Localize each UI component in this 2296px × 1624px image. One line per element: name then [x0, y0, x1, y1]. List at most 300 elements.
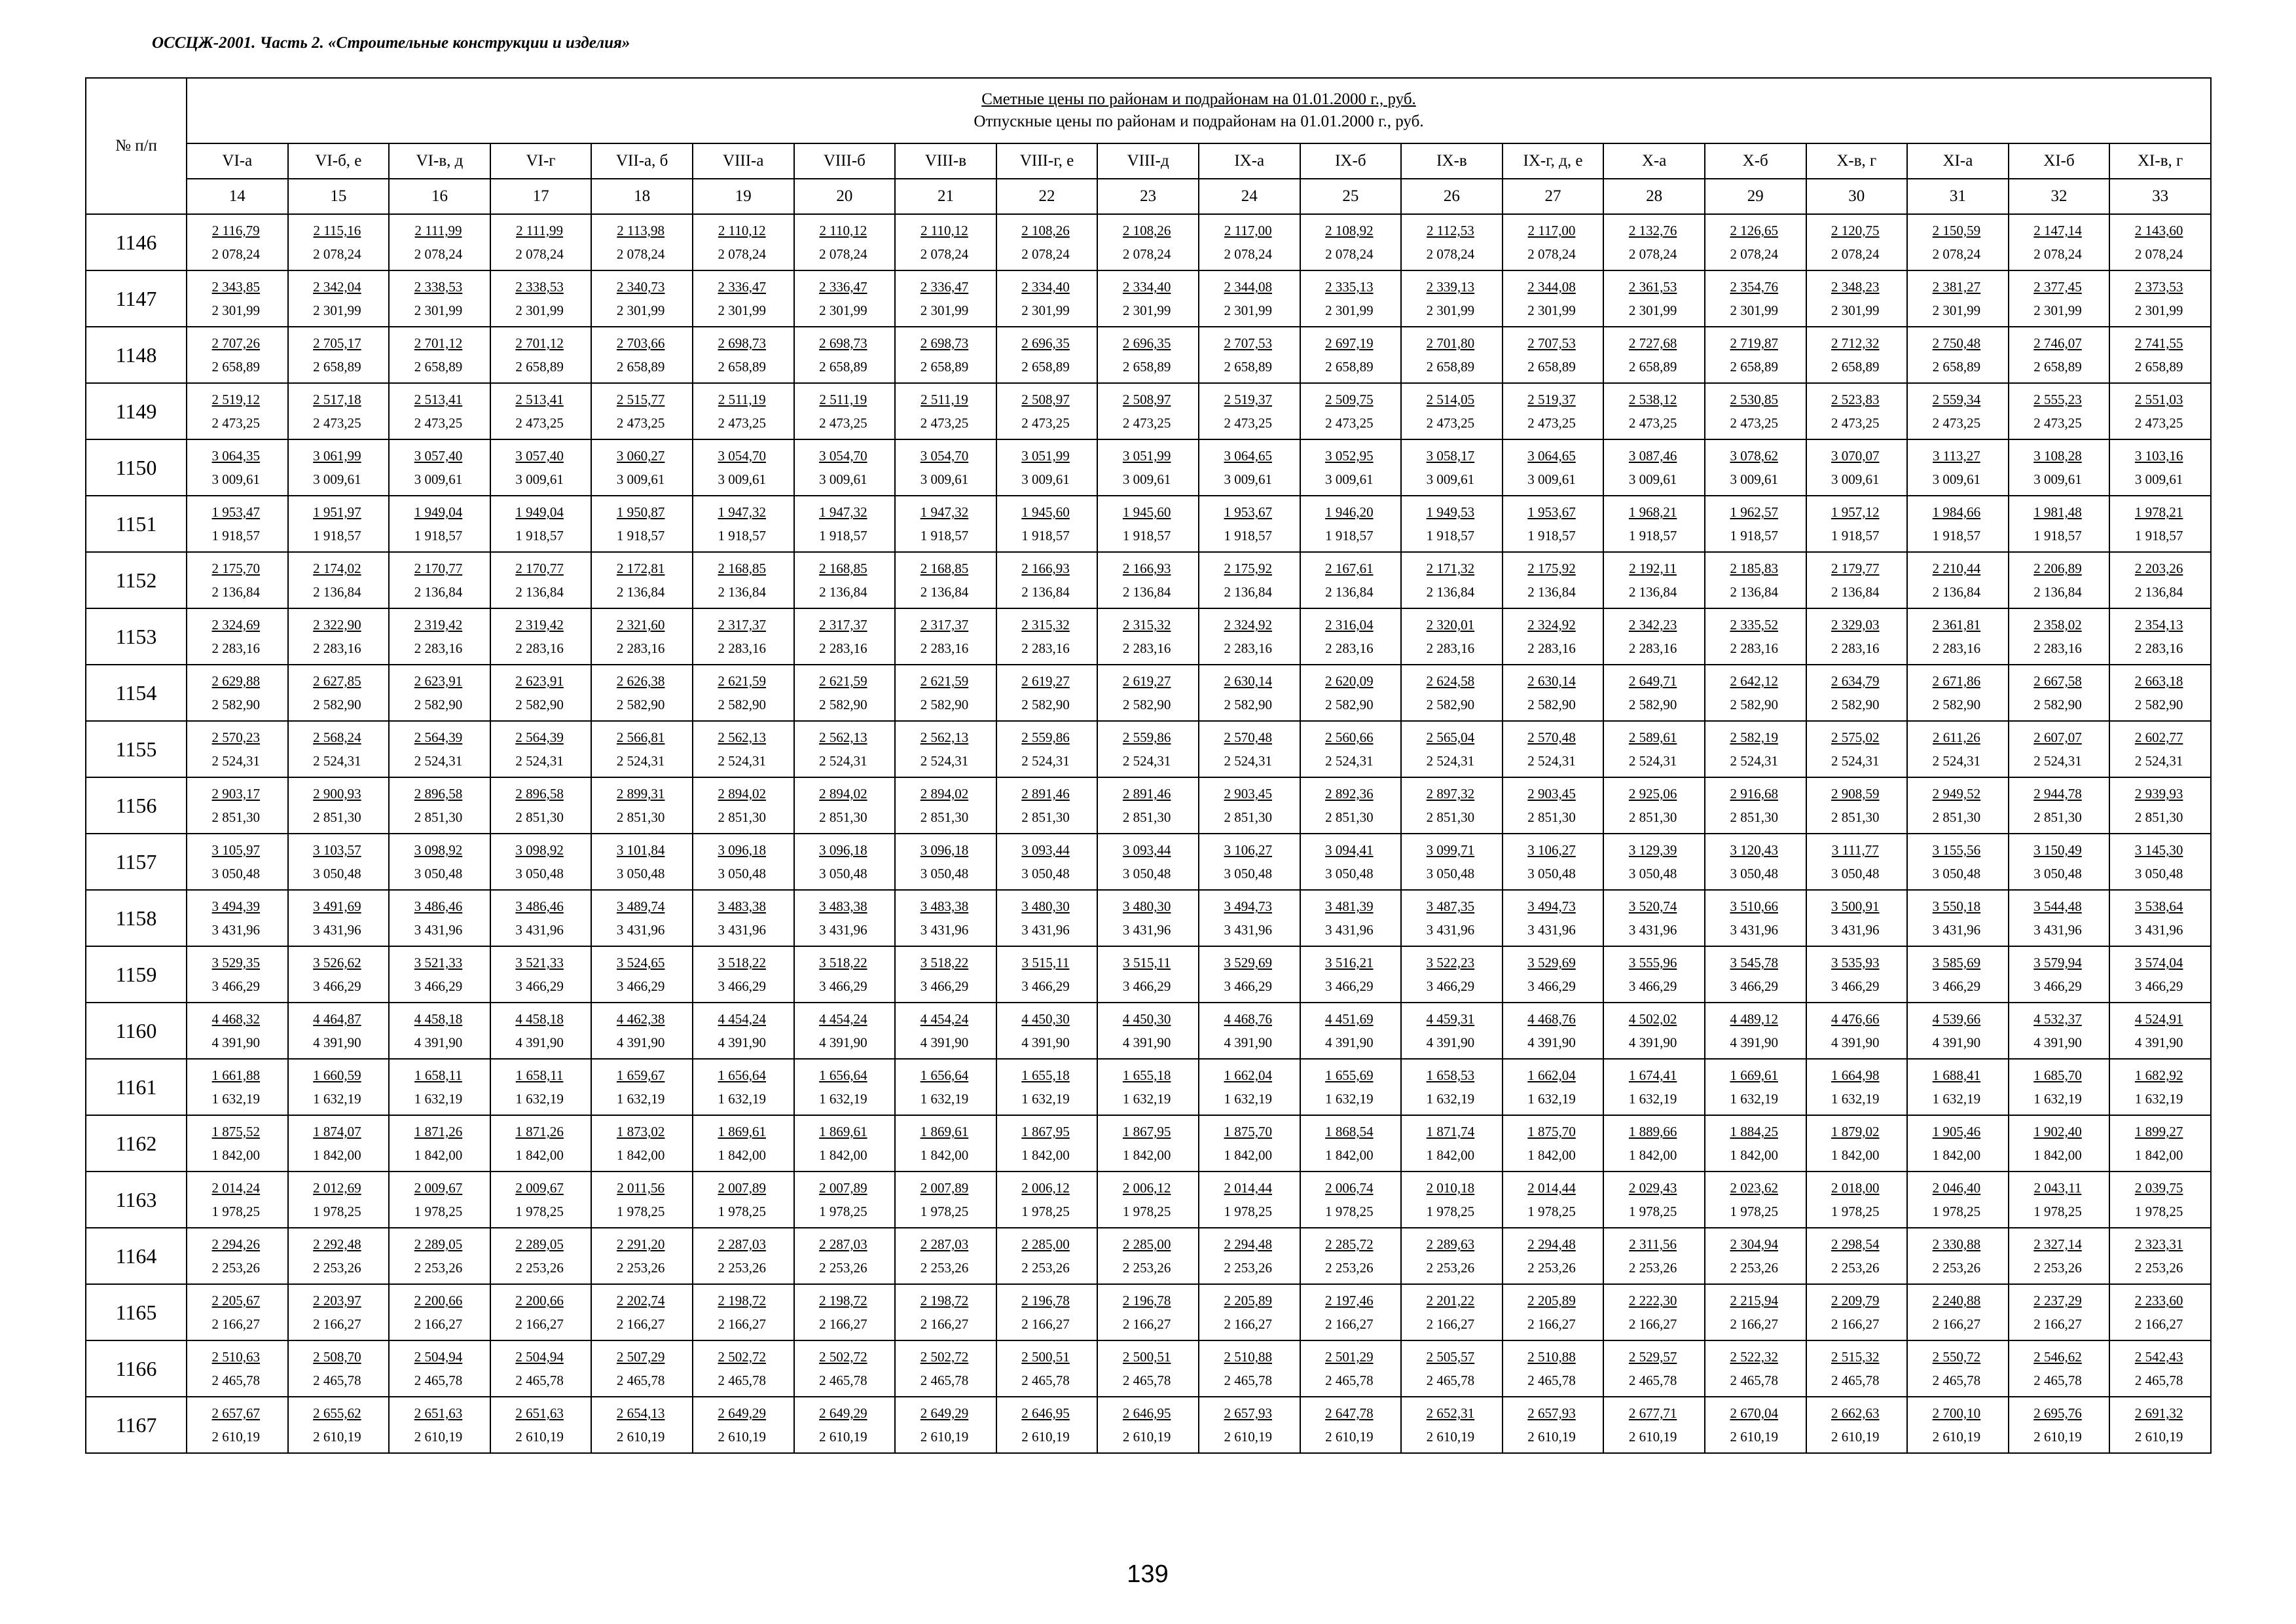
estimated-price: 3 103,16: [2134, 448, 2183, 464]
price-cell: [794, 1340, 896, 1397]
estimated-price: 2 508,97: [1021, 392, 1070, 407]
release-price: 2 658,89: [414, 359, 463, 375]
estimated-price: 2 377,45: [2033, 279, 2082, 295]
estimated-price: 3 093,44: [1122, 842, 1171, 858]
price-cell: [693, 327, 794, 383]
column-number: 17: [490, 179, 592, 214]
estimated-price: 2 517,18: [313, 392, 361, 407]
price-cell: [895, 1003, 996, 1059]
price-cell: [1806, 1115, 1908, 1172]
estimated-price: 3 515,11: [1021, 955, 1070, 970]
table-row: [86, 214, 2211, 270]
estimated-price: 2 903,17: [211, 786, 261, 802]
release-price: 4 391,90: [1628, 1035, 1677, 1050]
estimated-price: 2 117,00: [1527, 223, 1576, 238]
release-price: 1 978,25: [1325, 1204, 1374, 1219]
estimated-price: 1 656,64: [920, 1067, 969, 1083]
release-price: 2 610,19: [819, 1429, 867, 1445]
release-price: 2 283,16: [819, 640, 867, 656]
price-cell: [1401, 1115, 1503, 1172]
price-cell: [794, 946, 896, 1003]
release-price: 1 842,00: [1122, 1147, 1171, 1163]
estimated-price: 2 707,53: [1527, 335, 1576, 351]
price-cell: [2109, 946, 2211, 1003]
price-cell: [2009, 946, 2110, 1003]
release-price: 3 050,48: [515, 866, 564, 881]
price-cell: [693, 1059, 794, 1115]
release-price: 2 473,25: [920, 415, 969, 431]
price-cell: [490, 721, 592, 777]
price-cell: [187, 890, 288, 946]
release-price: 1 978,25: [1021, 1204, 1070, 1219]
release-price: 2 851,30: [2033, 809, 2082, 825]
price-cell: [1401, 1172, 1503, 1228]
estimated-price: 1 889,66: [1628, 1124, 1677, 1139]
price-cell: [1199, 777, 1300, 834]
release-price: 1 632,19: [211, 1091, 261, 1107]
release-price: 1 918,57: [1831, 528, 1880, 544]
price-cell: [288, 439, 390, 496]
price-cell: [2009, 834, 2110, 890]
estimated-price: 2 568,24: [313, 729, 361, 745]
release-price: 1 978,25: [515, 1204, 564, 1219]
estimated-price: 4 539,66: [1932, 1011, 1981, 1027]
release-price: 1 842,00: [1932, 1147, 1981, 1163]
table-row: [86, 270, 2211, 327]
price-cell: [1603, 721, 1705, 777]
release-price: 3 431,96: [616, 922, 665, 938]
price-cell: [1300, 1059, 1402, 1115]
price-cell: [895, 1284, 996, 1340]
price-cell: [1503, 777, 1604, 834]
estimated-price: 2 513,41: [414, 392, 463, 407]
estimated-price: 2 111,99: [516, 223, 564, 238]
release-price: 2 473,25: [2134, 415, 2183, 431]
release-price: 2 253,26: [819, 1260, 867, 1276]
price-cell: [1503, 439, 1604, 496]
estimated-price: 2 657,93: [1527, 1405, 1576, 1421]
column-number: 31: [1907, 179, 2009, 214]
estimated-price: 2 944,78: [2033, 786, 2082, 802]
release-price: 2 166,27: [414, 1316, 463, 1332]
release-price: 2 851,30: [718, 809, 767, 825]
release-price: 2 253,26: [414, 1260, 463, 1276]
release-price: 2 851,30: [1325, 809, 1374, 825]
release-price: 1 842,00: [616, 1147, 665, 1163]
region-header: VI-б, е: [288, 143, 390, 179]
estimated-price: 3 099,71: [1426, 842, 1475, 858]
price-cell: [2109, 1115, 2211, 1172]
release-price: 2 658,89: [718, 359, 767, 375]
release-price: 2 283,16: [313, 640, 361, 656]
release-price: 4 391,90: [1932, 1035, 1981, 1050]
price-cell: [895, 946, 996, 1003]
estimated-price: 1 899,27: [2134, 1124, 2183, 1139]
estimated-price: 2 120,75: [1831, 223, 1880, 238]
estimated-price: 4 489,12: [1730, 1011, 1778, 1027]
estimated-price: 2 147,14: [2033, 223, 2082, 238]
release-price: 2 851,30: [1831, 809, 1880, 825]
release-price: 2 301,99: [819, 303, 867, 318]
price-cell: [895, 665, 996, 721]
release-price: 1 978,25: [1426, 1204, 1475, 1219]
estimated-price: 1 659,67: [616, 1067, 665, 1083]
estimated-price: 1 658,11: [414, 1067, 462, 1083]
release-price: 2 465,78: [1628, 1373, 1677, 1388]
release-price: 2 610,19: [1122, 1429, 1171, 1445]
estimated-price: 1 949,53: [1426, 504, 1475, 520]
price-cell: [591, 552, 693, 608]
release-price: 3 431,96: [1932, 922, 1981, 938]
estimated-price: 2 896,58: [515, 786, 564, 802]
price-cell: [1603, 1115, 1705, 1172]
table-row: [86, 1340, 2211, 1397]
estimated-price: 3 129,39: [1628, 842, 1677, 858]
price-cell: [1705, 834, 1806, 890]
price-cell: [389, 1397, 490, 1453]
price-cell: [794, 721, 896, 777]
estimated-price: 2 358,02: [2033, 617, 2082, 633]
price-cell: [389, 665, 490, 721]
price-cell: [1907, 608, 2009, 665]
row-number: 1158: [86, 890, 187, 946]
estimated-price: 2 649,71: [1628, 673, 1677, 689]
release-price: 2 524,31: [718, 753, 767, 769]
estimated-price: 2 185,83: [1730, 561, 1778, 576]
release-price: 2 582,90: [1730, 697, 1778, 712]
release-price: 2 582,90: [1527, 697, 1576, 712]
estimated-price: 1 869,61: [819, 1124, 867, 1139]
price-cell: [1097, 552, 1199, 608]
estimated-price: 2 108,92: [1325, 223, 1374, 238]
release-price: 2 851,30: [313, 809, 361, 825]
estimated-prices-title: Сметные цены по районам и подрайонам на 01.01.2000 г., руб.: [981, 90, 1416, 108]
estimated-price: 2 324,69: [211, 617, 261, 633]
estimated-price: 2 662,63: [1831, 1405, 1880, 1421]
price-cell: [1199, 270, 1300, 327]
region-header: XI-а: [1907, 143, 2009, 179]
price-cell: [996, 721, 1098, 777]
release-price: 1 632,19: [1224, 1091, 1272, 1107]
release-price: 2 301,99: [1224, 303, 1272, 318]
estimated-price: 2 338,53: [515, 279, 564, 295]
estimated-price: 2 209,79: [1831, 1293, 1880, 1308]
price-cell: [1907, 327, 2009, 383]
estimated-price: 2 894,02: [718, 786, 767, 802]
price-cell: [2109, 1059, 2211, 1115]
price-cell: [1907, 1059, 2009, 1115]
price-cell: [1097, 890, 1199, 946]
estimated-price: 1 685,70: [2033, 1067, 2082, 1083]
estimated-price: 1 953,67: [1224, 504, 1272, 520]
price-cell: [996, 1172, 1098, 1228]
estimated-price: 3 538,64: [2134, 898, 2183, 914]
table-row: [86, 834, 2211, 890]
release-price: 2 253,26: [1224, 1260, 1272, 1276]
estimated-price: 3 480,30: [1122, 898, 1171, 914]
price-cell: [389, 439, 490, 496]
estimated-price: 2 336,47: [819, 279, 867, 295]
estimated-price: 2 701,80: [1426, 335, 1475, 351]
price-cell: [996, 327, 1098, 383]
release-price: 2 136,84: [515, 584, 564, 600]
estimated-price: 2 510,88: [1224, 1349, 1272, 1365]
price-cell: [1401, 270, 1503, 327]
release-price: 4 391,90: [1122, 1035, 1171, 1050]
release-price: 2 283,16: [211, 640, 261, 656]
price-cell: [288, 890, 390, 946]
price-cell: [1097, 439, 1199, 496]
release-price: 2 166,27: [1628, 1316, 1677, 1332]
table-body: [86, 214, 2211, 1453]
price-cell: [794, 1059, 896, 1115]
price-cell: [389, 777, 490, 834]
estimated-price: 2 657,93: [1224, 1405, 1272, 1421]
estimated-price: 2 343,85: [211, 279, 261, 295]
price-cell: [490, 1115, 592, 1172]
release-price: 3 050,48: [616, 866, 665, 881]
release-price: 3 050,48: [1730, 866, 1778, 881]
table-row: [86, 1059, 2211, 1115]
price-cell: [187, 1059, 288, 1115]
price-cell: [996, 552, 1098, 608]
price-cell: [1705, 1228, 1806, 1284]
release-price: 1 918,57: [1932, 528, 1981, 544]
estimated-price: 2 175,70: [211, 561, 261, 576]
estimated-price: 2 198,72: [819, 1293, 867, 1308]
release-price: 2 658,89: [1325, 359, 1374, 375]
price-cell: [1503, 383, 1604, 439]
release-price: 3 050,48: [920, 866, 969, 881]
release-price: 3 009,61: [2134, 471, 2183, 487]
price-cell: [1401, 327, 1503, 383]
release-price: 3 431,96: [2033, 922, 2082, 938]
row-number: 1163: [86, 1172, 187, 1228]
estimated-price: 1 978,21: [2134, 504, 2183, 520]
estimated-price: 2 562,13: [819, 729, 867, 745]
estimated-price: 2 502,72: [819, 1349, 867, 1365]
estimated-price: 1 945,60: [1021, 504, 1070, 520]
release-price: 1 978,25: [211, 1204, 261, 1219]
estimated-price: 2 651,63: [515, 1405, 564, 1421]
estimated-price: 2 198,72: [920, 1293, 969, 1308]
release-price: 1 842,00: [1527, 1147, 1576, 1163]
price-cell: [1503, 214, 1604, 270]
estimated-price: 2 168,85: [819, 561, 867, 576]
release-price: 1 918,57: [2033, 528, 2082, 544]
release-price: 2 610,19: [920, 1429, 969, 1445]
column-number: 20: [794, 179, 896, 214]
price-cell: [895, 327, 996, 383]
estimated-price: 2 338,53: [414, 279, 463, 295]
estimated-price: 2 700,10: [1932, 1405, 1981, 1421]
release-price: 2 851,30: [616, 809, 665, 825]
estimated-price: 2 373,53: [2134, 279, 2183, 295]
estimated-price: 2 336,47: [920, 279, 969, 295]
release-price: 2 301,99: [2134, 303, 2183, 318]
estimated-price: 2 327,14: [2033, 1236, 2082, 1252]
estimated-price: 2 949,52: [1932, 786, 1981, 802]
price-cell: [895, 608, 996, 665]
release-price: 2 658,89: [313, 359, 361, 375]
release-price: 2 473,25: [211, 415, 261, 431]
release-price: 3 466,29: [616, 978, 665, 994]
price-cell: [1806, 721, 1908, 777]
estimated-price: 2 508,97: [1122, 392, 1171, 407]
column-number: 32: [2009, 179, 2110, 214]
estimated-price: 3 486,46: [414, 898, 463, 914]
estimated-price: 2 112,53: [1427, 223, 1474, 238]
region-header: VIII-г, е: [996, 143, 1098, 179]
price-cell: [1503, 327, 1604, 383]
estimated-price: 1 953,47: [211, 504, 261, 520]
release-price: 1 918,57: [920, 528, 969, 544]
release-price: 2 851,30: [211, 809, 261, 825]
price-cell: [1705, 1115, 1806, 1172]
price-cell: [794, 1003, 896, 1059]
price-cell: [996, 214, 1098, 270]
price-cell: [1603, 1059, 1705, 1115]
document-header: ОССЦЖ-2001. Часть 2. «Строительные конструкции и изделия»: [152, 34, 630, 52]
estimated-price: 2 519,37: [1527, 392, 1576, 407]
release-price: 3 466,29: [1021, 978, 1070, 994]
price-cell: [794, 439, 896, 496]
estimated-price: 2 198,72: [718, 1293, 767, 1308]
release-price: 3 431,96: [1628, 922, 1677, 938]
price-cell: [1907, 1340, 2009, 1397]
estimated-price: 2 657,67: [211, 1405, 261, 1421]
column-number: 30: [1806, 179, 1908, 214]
price-cell: [794, 383, 896, 439]
price-cell: [389, 946, 490, 1003]
price-cell: [1705, 777, 1806, 834]
price-cell: [187, 270, 288, 327]
price-table: [85, 77, 2212, 1454]
release-price: 1 918,57: [1021, 528, 1070, 544]
release-price: 4 391,90: [1021, 1035, 1070, 1050]
estimated-price: 2 505,57: [1426, 1349, 1475, 1365]
release-price: 2 283,16: [414, 640, 463, 656]
release-price: 2 658,89: [819, 359, 867, 375]
release-price: 2 283,16: [1325, 640, 1374, 656]
release-price: 2 610,19: [313, 1429, 361, 1445]
estimated-price: 2 150,59: [1932, 223, 1981, 238]
estimated-price: 2 291,20: [616, 1236, 665, 1252]
estimated-price: 2 663,18: [2134, 673, 2183, 689]
release-price: 3 431,96: [414, 922, 463, 938]
release-price: 1 918,57: [211, 528, 261, 544]
price-cell: [1300, 665, 1402, 721]
release-price: 2 078,24: [920, 246, 969, 262]
estimated-price: 3 054,70: [718, 448, 767, 464]
price-cell: [996, 608, 1098, 665]
estimated-price: 2 896,58: [414, 786, 463, 802]
region-header: XI-б: [2009, 143, 2110, 179]
estimated-price: 1 879,02: [1831, 1124, 1880, 1139]
release-price: 1 978,25: [1527, 1204, 1576, 1219]
price-cell: [490, 946, 592, 1003]
estimated-price: 2 319,42: [414, 617, 463, 633]
release-price: 2 166,27: [718, 1316, 767, 1332]
estimated-price: 2 116,79: [211, 223, 260, 238]
estimated-price: 2 691,32: [2134, 1405, 2183, 1421]
price-cell: [1300, 1115, 1402, 1172]
estimated-price: 2 196,78: [1021, 1293, 1070, 1308]
release-price: 3 431,96: [1730, 922, 1778, 938]
price-cell: [1503, 1284, 1604, 1340]
release-price: 3 466,29: [920, 978, 969, 994]
release-price: 2 658,89: [1831, 359, 1880, 375]
price-cell: [1097, 834, 1199, 890]
estimated-price: 2 519,12: [211, 392, 261, 407]
price-cell: [490, 383, 592, 439]
release-price: 1 632,19: [819, 1091, 867, 1107]
price-cell: [996, 383, 1098, 439]
estimated-price: 3 064,65: [1527, 448, 1576, 464]
estimated-price: 2 354,13: [2134, 617, 2183, 633]
estimated-price: 2 514,05: [1426, 392, 1475, 407]
estimated-price: 1 871,74: [1426, 1124, 1475, 1139]
price-cell: [591, 327, 693, 383]
release-price: 3 466,29: [2134, 978, 2183, 994]
estimated-price: 1 871,26: [414, 1124, 463, 1139]
price-cell: [2009, 383, 2110, 439]
release-price: 1 842,00: [1021, 1147, 1070, 1163]
table-row: [86, 327, 2211, 383]
estimated-price: 2 649,29: [920, 1405, 969, 1421]
estimated-price: 2 046,40: [1932, 1180, 1981, 1196]
price-cell: [1603, 214, 1705, 270]
row-number: 1156: [86, 777, 187, 834]
price-cell: [1401, 721, 1503, 777]
release-price: 2 582,90: [1021, 697, 1070, 712]
price-cell: [1199, 1172, 1300, 1228]
release-price: 1 632,19: [1730, 1091, 1778, 1107]
estimated-price: 2 029,43: [1628, 1180, 1677, 1196]
price-cell: [187, 1340, 288, 1397]
estimated-price: 2 215,94: [1730, 1293, 1778, 1308]
estimated-price: 3 108,28: [2033, 448, 2082, 464]
release-price: 2 473,25: [1932, 415, 1981, 431]
price-cell: [1705, 1059, 1806, 1115]
release-price: 1 632,19: [1932, 1091, 1981, 1107]
release-price: 2 301,99: [920, 303, 969, 318]
estimated-price: 2 317,37: [819, 617, 867, 633]
estimated-price: 4 454,24: [819, 1011, 867, 1027]
estimated-price: 2 006,12: [1021, 1180, 1070, 1196]
estimated-price: 2 344,08: [1224, 279, 1272, 295]
price-cell: [1603, 777, 1705, 834]
price-cell: [591, 777, 693, 834]
price-cell: [2109, 496, 2211, 552]
estimated-price: 2 621,59: [819, 673, 867, 689]
release-price: 2 253,26: [1021, 1260, 1070, 1276]
price-cell: [187, 721, 288, 777]
price-cell: [1199, 1284, 1300, 1340]
release-price: 2 136,84: [1730, 584, 1778, 600]
release-price: 2 078,24: [1932, 246, 1981, 262]
price-cell: [1907, 1284, 2009, 1340]
release-price: 2 524,31: [2033, 753, 2082, 769]
price-cell: [187, 834, 288, 890]
price-cell: [288, 665, 390, 721]
price-cell: [1705, 1397, 1806, 1453]
estimated-price: 2 342,23: [1628, 617, 1677, 633]
release-price: 2 283,16: [515, 640, 564, 656]
release-price: 1 842,00: [2134, 1147, 2183, 1163]
price-cell: [1097, 1172, 1199, 1228]
estimated-price: 2 719,87: [1730, 335, 1778, 351]
